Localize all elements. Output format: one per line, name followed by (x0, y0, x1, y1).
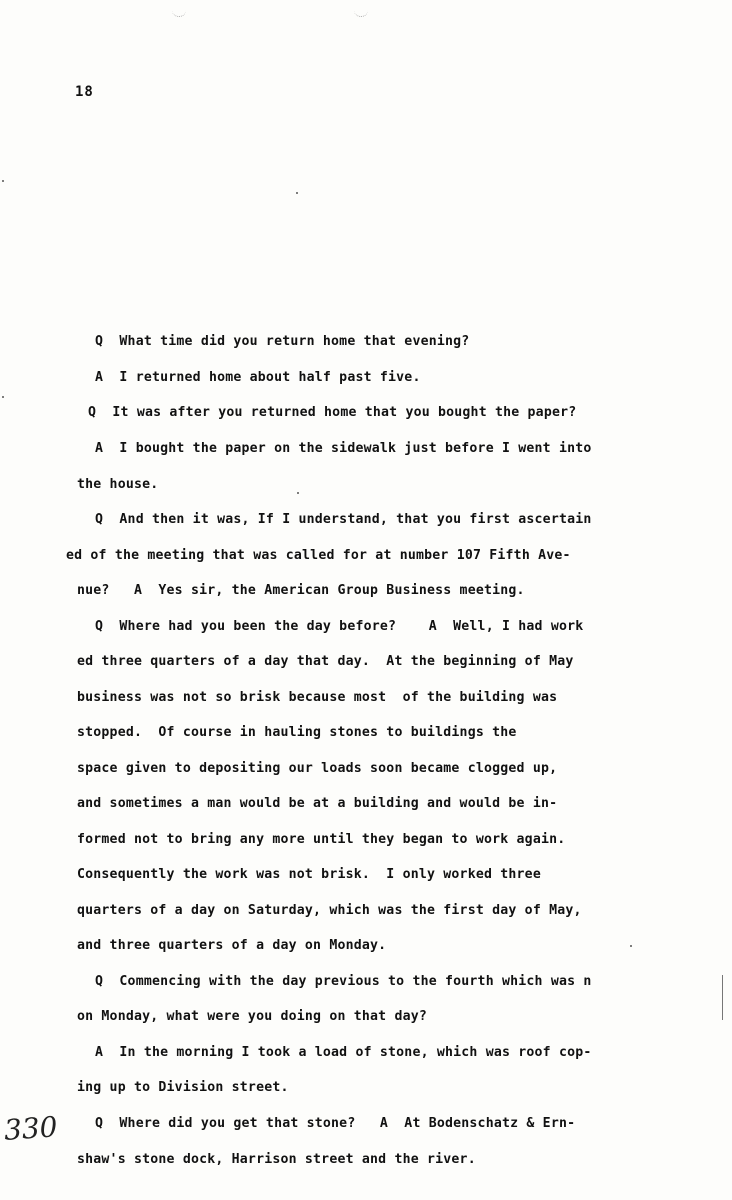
paper-speck (2, 180, 4, 182)
transcript-line: on Monday, what were you doing on that day? (77, 1009, 428, 1024)
transcript-line: A I bought the paper on the sidewalk just before I went into (95, 441, 592, 456)
transcript-line: ed of the meeting that was called for at number 107 Fifth Ave- (66, 548, 571, 563)
transcript-line: ing up to Division street. (77, 1080, 289, 1095)
transcript-line: Q Where had you been the day before? A Well, I had work (95, 619, 584, 634)
page-number: 18 (75, 84, 94, 100)
paper-speck (296, 192, 298, 194)
transcript-line: nue? A Yes sir, the American Group Business meeting. (77, 583, 525, 598)
paper-speck (2, 396, 4, 398)
transcript-line: Consequently the work was not brisk. I only worked three (77, 867, 541, 882)
transcript-line: Q What time did you return home that evening? (95, 334, 470, 349)
transcript-line: formed not to bring any more until they began to work again. (77, 832, 566, 847)
transcript-line: quarters of a day on Saturday, which was the first day of May, (77, 903, 582, 918)
transcript-line: business was not so brisk because most of the building was (77, 690, 558, 705)
transcript-line: shaw's stone dock, Harrison street and the river. (77, 1152, 476, 1167)
paper-speck (630, 945, 632, 947)
paper-speck (297, 492, 299, 494)
top-smudge (172, 4, 186, 17)
transcript-line: stopped. Of course in hauling stones to buildings the (77, 725, 517, 740)
transcript-line: ed three quarters of a day that day. At the beginning of May (77, 654, 574, 669)
transcript-line: A I returned home about half past five. (95, 370, 421, 385)
transcript-line: A In the morning I took a load of stone, which was roof cop- (95, 1045, 592, 1060)
transcript-line: the house. (77, 477, 159, 492)
transcript-line: Q It was after you returned home that you bought the paper? (88, 405, 577, 420)
transcript-line: Q Where did you get that stone? A At Bodenschatz & Ern- (95, 1116, 576, 1131)
edge-mark (722, 975, 723, 1020)
transcript-line: and three quarters of a day on Monday. (77, 938, 387, 953)
transcript-line: Q And then it was, If I understand, that you first ascertain (95, 512, 592, 527)
transcript-line: and sometimes a man would be at a building and would be in- (77, 796, 558, 811)
top-smudge (354, 4, 368, 17)
transcript-line: Q Commencing with the day previous to the fourth which was n (95, 974, 592, 989)
handwritten-margin-note: 330 (2, 1110, 59, 1147)
transcript-line: space given to depositing our loads soon became clogged up, (77, 761, 558, 776)
